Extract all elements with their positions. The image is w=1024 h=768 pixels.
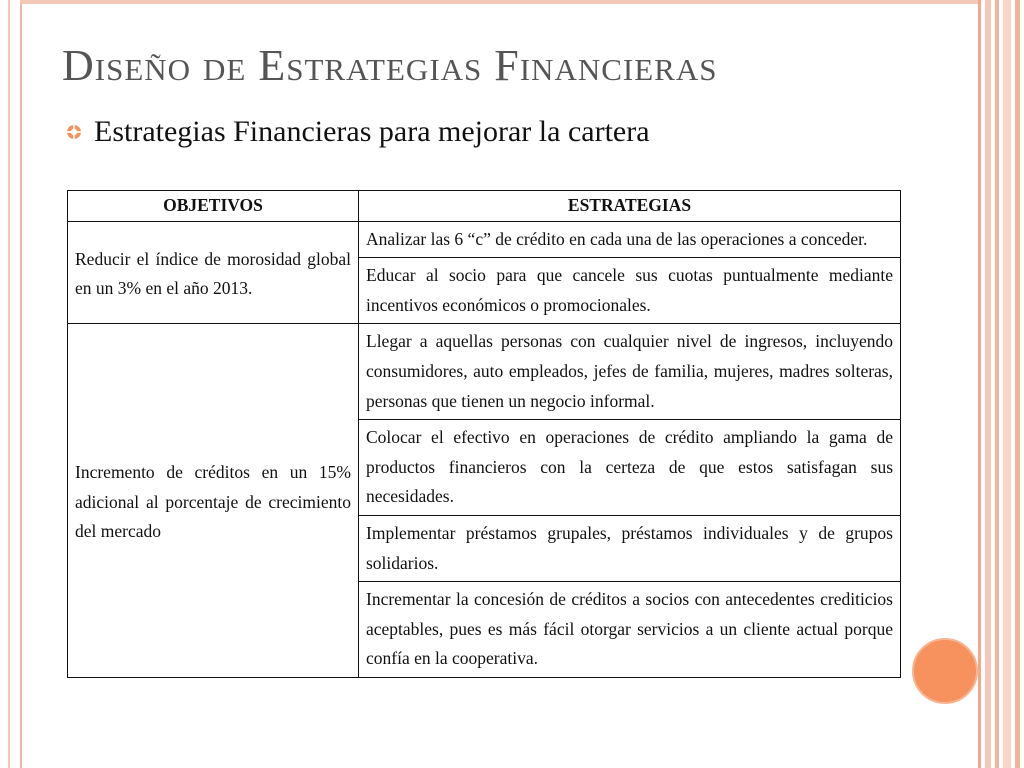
header-estrategias: ESTRATEGIAS	[359, 191, 901, 222]
strategy-cell: Colocar el efectivo en operaciones de crédito ampliando la gama de productos financieros con la certeza de que estos satisfagan sus necesidades.	[359, 420, 901, 516]
bullet-text: Estrategias Financieras para mejorar la cartera	[94, 115, 650, 148]
slide-title: Diseño de Estrategias Financieras	[62, 41, 718, 90]
table-row	[68, 221, 901, 258]
strategy-cell: Incrementar la concesión de créditos a socios con antecedentes crediticios aceptables, pues es más fácil otorgar servicios a un cliente actual porque confía en la cooperativa.	[359, 582, 901, 678]
bullet-item	[66, 110, 650, 154]
header-objetivos: OBJETIVOS	[68, 191, 359, 222]
objective-cell: Reducir el índice de morosidad global en un 3% en el año 2013.	[68, 221, 359, 324]
strategy-cell: Analizar las 6 “c” de crédito en cada una de las operaciones a conceder.	[359, 221, 901, 258]
slide-border-right	[978, 0, 1024, 768]
strategy-cell: Educar al socio para que cancele sus cuotas puntualmente mediante incentivos económicos o promocionales.	[359, 258, 901, 324]
objective-cell: Incremento de créditos en un 15% adicional al porcentaje de crecimiento del mercado	[68, 324, 359, 678]
orange-circle-decoration	[912, 638, 978, 704]
strategy-cell: Implementar préstamos grupales, préstamos individuales y de grupos solidarios.	[359, 515, 901, 581]
flower-bullet-icon	[66, 124, 82, 140]
slide-border-top	[20, 0, 980, 4]
slide-border-left	[0, 0, 22, 768]
strategy-cell: Llegar a aquellas personas con cualquier nivel de ingresos, incluyendo consumidores, auto empleados, jefes de familia, mujeres, madres solteras, personas que tienen un negocio informal.	[359, 324, 901, 420]
strategies-table	[67, 190, 901, 678]
table-row	[68, 324, 901, 420]
table-header-row	[68, 191, 901, 222]
